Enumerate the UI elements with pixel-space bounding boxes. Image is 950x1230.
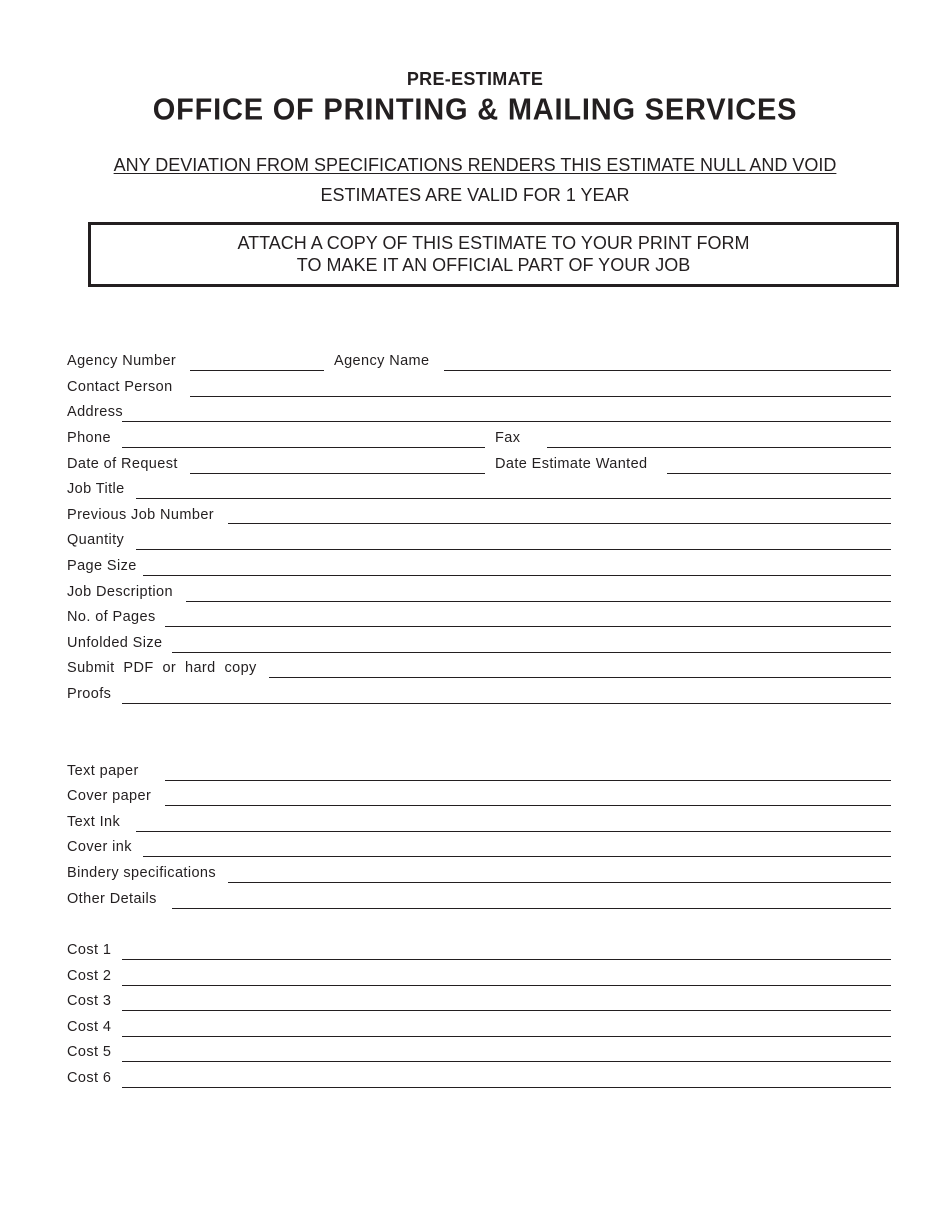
phone-label: Phone xyxy=(67,430,111,446)
date-estimate-wanted-label: Date Estimate Wanted xyxy=(495,456,648,472)
cost-6-field[interactable] xyxy=(122,1087,891,1088)
job-description-label: Job Description xyxy=(67,584,173,600)
cost-1-label: Cost 1 xyxy=(67,942,112,958)
no-of-pages-field[interactable] xyxy=(165,626,891,627)
cost-3-label: Cost 3 xyxy=(67,993,112,1009)
validity-notice: ESTIMATES ARE VALID FOR 1 YEAR xyxy=(320,185,630,205)
other-details-field[interactable] xyxy=(172,908,891,909)
cost-5-field[interactable] xyxy=(122,1061,891,1062)
cover-ink-label: Cover ink xyxy=(67,839,132,855)
address-label: Address xyxy=(67,404,123,420)
agency-number-field[interactable] xyxy=(190,370,324,371)
unfolded-size-label: Unfolded Size xyxy=(67,635,163,651)
proofs-field[interactable] xyxy=(122,703,891,704)
date-estimate-wanted-field[interactable] xyxy=(667,473,891,474)
attach-instructions-box xyxy=(88,222,899,287)
attach-instructions-line-1: ATTACH A COPY OF THIS ESTIMATE TO YOUR PRINT FORM xyxy=(237,233,750,253)
agency-name-label: Agency Name xyxy=(334,353,430,369)
job-description-field[interactable] xyxy=(186,601,891,602)
page-size-field[interactable] xyxy=(143,575,891,576)
job-title-field[interactable] xyxy=(136,498,891,499)
unfolded-size-field[interactable] xyxy=(172,652,891,653)
fax-field[interactable] xyxy=(547,447,891,448)
cost-4-label: Cost 4 xyxy=(67,1019,112,1035)
attach-instructions-line-2: TO MAKE IT AN OFFICIAL PART OF YOUR JOB xyxy=(296,255,691,275)
quantity-label: Quantity xyxy=(67,532,125,548)
page-size-label: Page Size xyxy=(67,558,137,574)
date-of-request-label: Date of Request xyxy=(67,456,178,472)
text-ink-field[interactable] xyxy=(136,831,891,832)
no-of-pages-label: No. of Pages xyxy=(67,609,156,625)
cover-ink-field[interactable] xyxy=(143,856,891,857)
agency-name-field[interactable] xyxy=(444,370,891,371)
phone-field[interactable] xyxy=(122,447,485,448)
cost-1-field[interactable] xyxy=(122,959,891,960)
cost-5-label: Cost 5 xyxy=(67,1044,112,1060)
page-title: OFFICE OF PRINTING & MAILING SERVICES xyxy=(152,93,798,127)
cost-3-field[interactable] xyxy=(122,1010,891,1011)
submit-pdf-field[interactable] xyxy=(269,677,891,678)
agency-number-label: Agency Number xyxy=(67,353,177,369)
date-of-request-field[interactable] xyxy=(190,473,485,474)
cost-6-label: Cost 6 xyxy=(67,1070,112,1086)
address-field[interactable] xyxy=(122,421,891,422)
proofs-label: Proofs xyxy=(67,686,112,702)
bindery-specifications-field[interactable] xyxy=(228,882,891,883)
bindery-specifications-label: Bindery specifications xyxy=(67,865,217,881)
previous-job-number-field[interactable] xyxy=(228,523,891,524)
cost-4-field[interactable] xyxy=(122,1036,891,1037)
fax-label: Fax xyxy=(495,430,521,446)
quantity-field[interactable] xyxy=(136,549,891,550)
cost-2-label: Cost 2 xyxy=(67,968,112,984)
other-details-label: Other Details xyxy=(67,891,157,907)
contact-person-label: Contact Person xyxy=(67,379,173,395)
text-paper-field[interactable] xyxy=(165,780,891,781)
deviation-notice: ANY DEVIATION FROM SPECIFICATIONS RENDERS THIS ESTIMATE NULL AND VOID xyxy=(113,155,837,175)
cover-paper-field[interactable] xyxy=(165,805,891,806)
cost-2-field[interactable] xyxy=(122,985,891,986)
submit-pdf-label: Submit PDF or hard copy xyxy=(67,660,257,676)
text-ink-label: Text Ink xyxy=(67,814,121,830)
previous-job-number-label: Previous Job Number xyxy=(67,507,215,523)
text-paper-label: Text paper xyxy=(67,763,139,779)
job-title-label: Job Title xyxy=(67,481,125,497)
cover-paper-label: Cover paper xyxy=(67,788,152,804)
contact-person-field[interactable] xyxy=(190,396,891,397)
pre-estimate-heading: PRE-ESTIMATE xyxy=(406,69,544,89)
